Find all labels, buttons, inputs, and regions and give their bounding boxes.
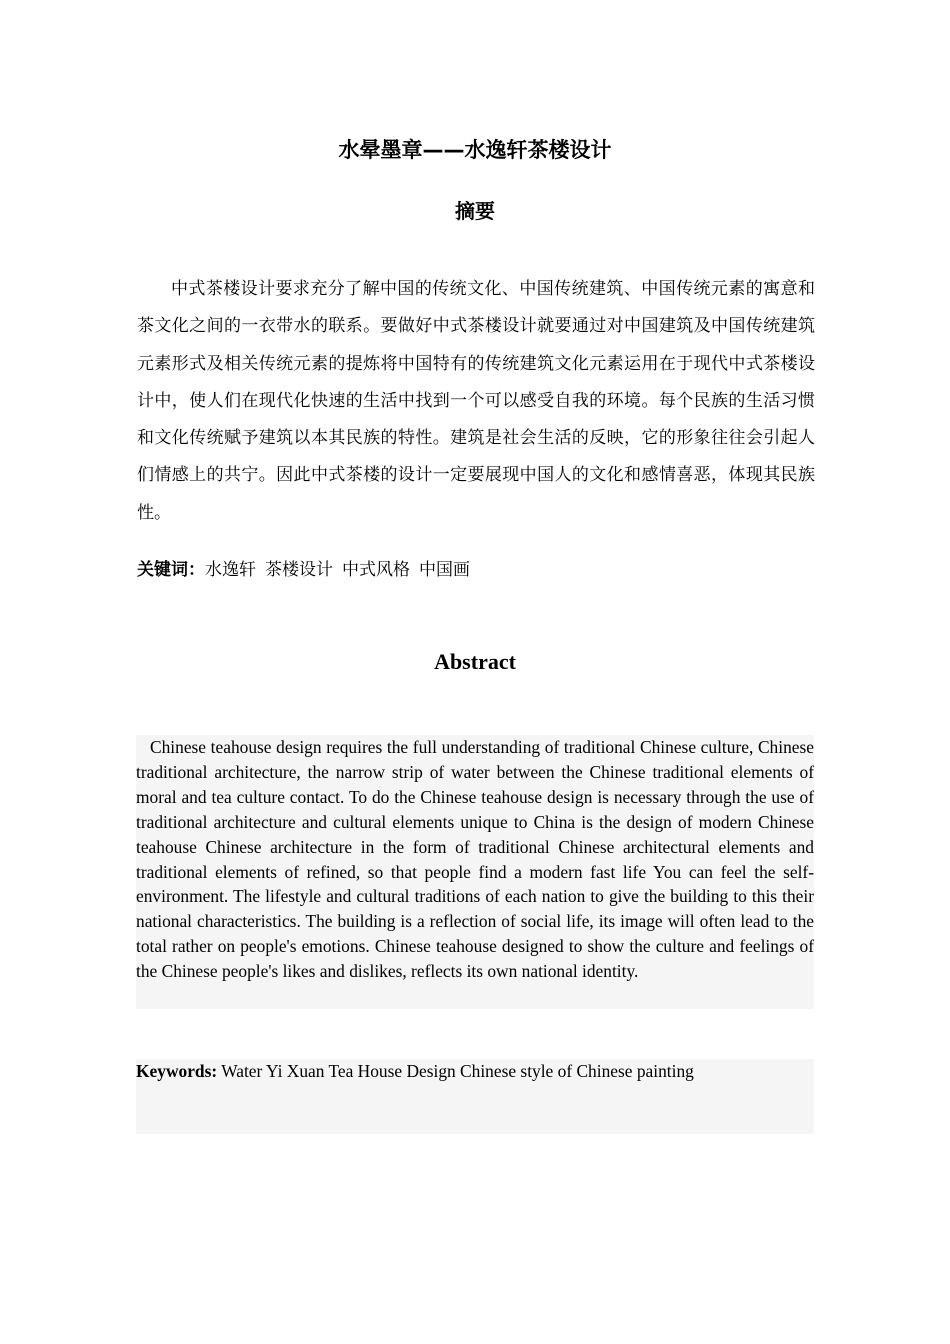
chinese-keyword: 水逸轩: [205, 560, 256, 580]
chinese-keyword: 中式风格: [342, 560, 410, 580]
document-title: 水晕墨章——水逸轩茶楼设计: [338, 138, 612, 162]
chinese-keyword: 中国画: [419, 560, 470, 580]
chinese-keyword: 茶楼设计: [265, 560, 333, 580]
chinese-abstract-body: 中式茶楼设计要求充分了解中国的传统文化、中国传统建筑、中国传统元素的寓意和茶文化之间的一衣带水的联系。要做好中式茶楼设计就要通过对中国建筑及中国传统建筑元素形式及相关传统元素的提炼将中国特有的传统建筑文化元素运用在于现代中式茶楼设计中，使人们在现代化快速的生活中找到一个可以感受自我的环境。每个民族的生活习惯和文化传统赋予建筑以本其民族的特性。建筑是社会生活的反映，它的形象往往会引起人们情感上的共宁。因此中式茶楼的设计一定要展现中国人的文化和感情喜恶，体现其民族性。: [137, 279, 815, 523]
chinese-abstract-heading: 摘要: [455, 199, 495, 223]
chinese-keywords: [137, 555, 815, 585]
english-abstract-heading: Abstract: [434, 649, 516, 674]
chinese-keywords-label: 关键词：: [137, 560, 205, 580]
english-keywords-text: Water Yi Xuan Tea House Design Chinese style of Chinese painting: [221, 1061, 694, 1081]
english-keywords-label: Keywords:: [136, 1061, 218, 1081]
english-abstract-block: [136, 735, 814, 1009]
english-keywords-block: [136, 1059, 814, 1134]
english-keywords: [136, 1059, 814, 1084]
english-abstract-body: Chinese teahouse design requires the full understanding of traditional Chinese culture, Chinese traditional architecture, the narrow strip of water between the Chinese traditional elements of moral and tea culture contact. To do the Chinese teahouse design is necessary through the use of traditional architecture and cultural elements unique to China is the design of modern Chinese teahouse Chinese architecture in the form of traditional Chinese architectural elements and traditional elements of refined, so that people find a modern fast life You can feel the self-environment. The lifestyle and cultural traditions of each nation to give the building to this their national characteristics. The building is a reflection of social life, its image will often lead to the total rather on people's emotions. Chinese teahouse designed to show the culture and feelings of the Chinese people's likes and dislikes, reflects its own national identity.: [136, 737, 814, 982]
